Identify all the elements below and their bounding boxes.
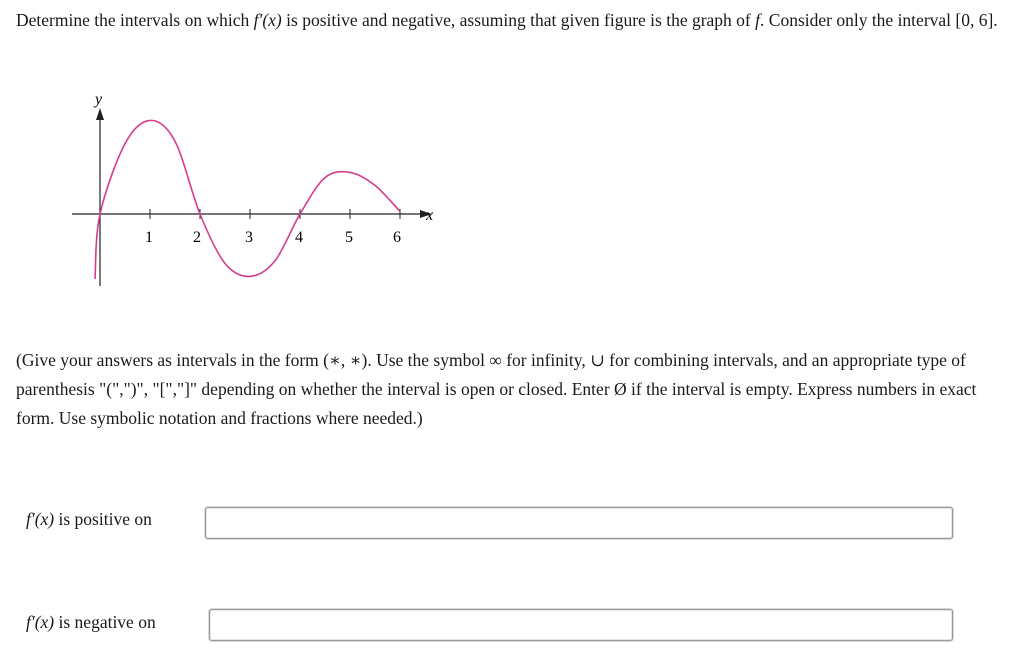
f-symbol: f	[755, 10, 761, 30]
question-part3: . Consider only the interval [0, 6].	[760, 10, 998, 30]
question-part1: Determine the intervals on which	[16, 10, 254, 30]
positive-text: is positive on	[54, 509, 152, 529]
question-text	[16, 6, 1011, 34]
y-axis-arrow	[96, 108, 104, 120]
tick-label-3: 3	[245, 229, 253, 246]
x-tick-labels	[145, 229, 401, 246]
negative-text: is negative on	[54, 612, 156, 632]
negative-fn: f′(x)	[26, 612, 55, 632]
fprime-symbol: f′(x)	[253, 10, 282, 30]
x-axis-label: x	[426, 207, 434, 224]
function-graph	[60, 86, 460, 296]
positive-label	[26, 509, 152, 530]
negative-label	[26, 612, 156, 633]
tick-label-2: 2	[193, 229, 201, 246]
function-curve	[95, 120, 400, 279]
tick-label-6: 6	[393, 229, 401, 246]
instructions-text: (Give your answers as intervals in the form (∗, ∗). Use the symbol ∞ for infinity, ∪ for combining intervals, and an appropriate type of parenthesis "(",")", "[","]" depending on whether the interval is open or closed. Enter Ø if the interval is empty. Express numbers in exact form. Use symbolic notation and fractions where needed.)	[16, 350, 977, 428]
question-part2: is positive and negative, assuming that given figure is the graph of	[281, 10, 756, 30]
negative-interval-input[interactable]	[209, 609, 953, 641]
y-axis-label: y	[95, 91, 103, 108]
positive-interval-input[interactable]	[205, 507, 953, 539]
tick-label-1: 1	[145, 229, 153, 246]
tick-label-5: 5	[345, 229, 353, 246]
positive-fn: f′(x)	[26, 509, 55, 529]
tick-label-4: 4	[295, 229, 303, 246]
